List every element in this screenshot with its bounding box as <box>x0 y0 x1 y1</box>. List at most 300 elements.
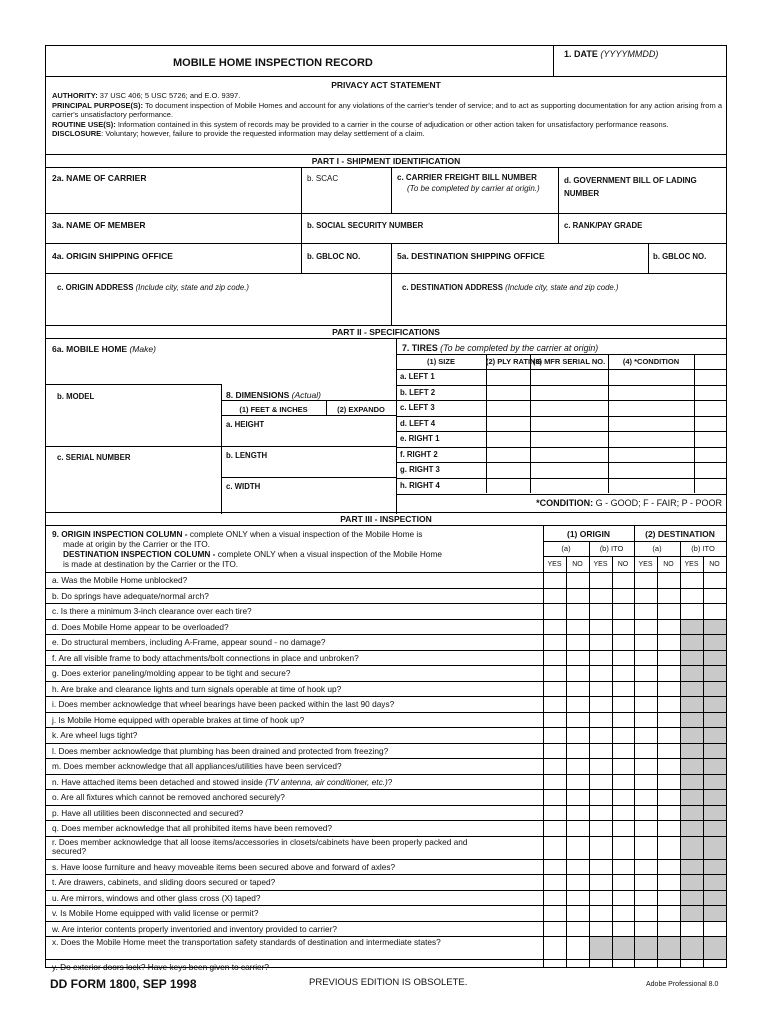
answer-checkbox[interactable] <box>590 635 612 650</box>
answer-checkbox[interactable] <box>635 589 657 604</box>
answer-checkbox[interactable] <box>590 837 612 859</box>
answer-checkbox[interactable] <box>590 759 612 774</box>
answer-checkbox[interactable] <box>613 806 634 821</box>
answer-checkbox[interactable] <box>544 775 566 790</box>
answer-checkbox[interactable] <box>658 790 680 805</box>
question-text: o. Are all fixtures which cannot be removed anchored securely? <box>52 792 285 802</box>
answer-checkbox[interactable] <box>635 837 657 859</box>
answer-checkbox[interactable] <box>544 697 566 712</box>
question-text: e. Do structural members, including A-Frame, appear sound - no damage? <box>52 637 326 647</box>
origin-office-label: 4a. ORIGIN SHIPPING OFFICE <box>52 251 173 261</box>
answer-checkbox[interactable] <box>567 891 589 906</box>
question-text: y. Do exterior doors lock? Have keys been given to carrier? <box>52 962 270 972</box>
answer-checkbox[interactable] <box>613 775 634 790</box>
answer-checkbox[interactable] <box>658 775 680 790</box>
tire-cell[interactable] <box>487 479 529 493</box>
answer-checkbox[interactable] <box>590 922 612 937</box>
part3-heading: PART III - INSPECTION <box>340 514 432 524</box>
answer-checkbox[interactable] <box>681 775 703 790</box>
dimensions-label: 8. DIMENSIONS (Actual) <box>226 390 321 400</box>
answer-checkbox[interactable] <box>681 806 703 821</box>
tire-cell[interactable] <box>487 448 529 462</box>
answer-checkbox[interactable] <box>613 573 634 588</box>
answer-checkbox[interactable] <box>567 860 589 875</box>
tire-row-label: b. LEFT 2 <box>400 387 436 397</box>
answer-checkbox[interactable] <box>613 604 634 619</box>
tire-row-label: d. LEFT 4 <box>400 418 436 428</box>
answer-checkbox[interactable] <box>613 713 634 728</box>
answer-checkbox[interactable] <box>681 875 703 890</box>
answer-checkbox[interactable] <box>635 875 657 890</box>
answer-checkbox[interactable] <box>590 860 612 875</box>
answer-checkbox[interactable] <box>681 960 703 975</box>
part2-heading: PART II - SPECIFICATIONS <box>332 327 440 337</box>
answer-checkbox[interactable] <box>544 806 566 821</box>
dest-a-header: (a) <box>652 544 662 553</box>
answer-checkbox[interactable] <box>544 635 566 650</box>
answer-checkbox[interactable] <box>658 860 680 875</box>
answer-checkbox[interactable] <box>658 806 680 821</box>
answer-checkbox[interactable] <box>658 651 680 666</box>
answer-checkbox[interactable] <box>704 759 726 774</box>
answer-checkbox[interactable] <box>658 906 680 921</box>
tire-cell[interactable] <box>531 401 607 415</box>
answer-checkbox[interactable] <box>590 682 612 697</box>
answer-checkbox[interactable] <box>567 775 589 790</box>
answer-checkbox[interactable] <box>567 790 589 805</box>
answer-checkbox[interactable] <box>544 922 566 937</box>
answer-checkbox[interactable] <box>704 713 726 728</box>
answer-checkbox[interactable] <box>567 589 589 604</box>
tire-cell[interactable] <box>609 463 693 477</box>
answer-checkbox[interactable] <box>613 759 634 774</box>
answer-checkbox[interactable] <box>544 728 566 743</box>
answer-checkbox[interactable] <box>658 922 680 937</box>
answer-checkbox[interactable] <box>658 837 680 859</box>
edition-note: PREVIOUS EDITION IS OBSOLETE. <box>309 977 468 988</box>
question-text: s. Have loose furniture and heavy moveable items been secured above and forward of axles? <box>52 861 396 872</box>
answer-checkbox[interactable] <box>590 651 612 666</box>
tire-cell[interactable] <box>487 401 529 415</box>
answer-checkbox[interactable] <box>704 697 726 712</box>
answer-checkbox[interactable] <box>544 589 566 604</box>
answer-checkbox[interactable] <box>658 960 680 975</box>
privacy-statement: AUTHORITY: 37 USC 406; 5 USC 5726; and E.O. 9397. PRINCIPAL PURPOSE(S): To document inspection of Mobile Homes and account for any violations of the carrier's tender of service; and to act as supporting documentation for any action arising from a carrier's unsatisfactory performance. ROUTINE USE(S): Information contained in this system of records may be provided to a carrier in the course of adjudication or other action taken for unsatisfactory performance reasons. DISCLOSURE: Voluntary; however, failure to provide the requested information may delay settlement of a claim. <box>52 91 722 138</box>
answer-checkbox[interactable] <box>613 666 634 681</box>
answer-checkbox[interactable] <box>681 937 703 959</box>
question-text: r. Does member acknowledge that all loose items/accessories in closets/cabinets have been properly packed and secured? <box>52 836 468 856</box>
answer-checkbox[interactable] <box>704 860 726 875</box>
answer-checkbox[interactable] <box>635 891 657 906</box>
answer-checkbox[interactable] <box>635 960 657 975</box>
answer-checkbox[interactable] <box>704 775 726 790</box>
yes-header: YES <box>638 561 653 568</box>
question-text: w. Are interior contents properly inventoried and inventory provided to carrier? <box>52 923 338 934</box>
tire-cell[interactable] <box>609 401 693 415</box>
tire-cell[interactable] <box>487 463 529 477</box>
answer-checkbox[interactable] <box>567 728 589 743</box>
question-text: f. Are all visible frame to body attachments/bolt connections in place and unbroken? <box>52 652 359 663</box>
answer-checkbox[interactable] <box>635 682 657 697</box>
answer-checkbox[interactable] <box>681 860 703 875</box>
answer-checkbox[interactable] <box>590 790 612 805</box>
yes-header: YES <box>684 561 699 568</box>
tire-cell[interactable] <box>609 432 693 446</box>
answer-checkbox[interactable] <box>635 906 657 921</box>
answer-checkbox[interactable] <box>613 837 634 859</box>
question-text: d. Does Mobile Home appear to be overloaded? <box>52 621 229 632</box>
tire-cell[interactable] <box>609 417 693 431</box>
answer-checkbox[interactable] <box>681 906 703 921</box>
answer-checkbox[interactable] <box>590 573 612 588</box>
answer-checkbox[interactable] <box>613 620 634 635</box>
answer-checkbox[interactable] <box>567 937 589 959</box>
tire-cell[interactable] <box>531 448 607 462</box>
answer-checkbox[interactable] <box>704 728 726 743</box>
answer-checkbox[interactable] <box>544 604 566 619</box>
answer-checkbox[interactable] <box>544 906 566 921</box>
answer-checkbox[interactable] <box>681 728 703 743</box>
question-text: x. Does the Mobile Home meet the transportation safety standards of destination and intermediate states? <box>52 937 441 947</box>
answer-checkbox[interactable] <box>613 589 634 604</box>
answer-checkbox[interactable] <box>567 906 589 921</box>
answer-checkbox[interactable] <box>681 713 703 728</box>
tire-cell[interactable] <box>487 417 529 431</box>
answer-checkbox[interactable] <box>567 821 589 836</box>
length-label: b. LENGTH <box>226 451 268 460</box>
answer-checkbox[interactable] <box>635 821 657 836</box>
answer-checkbox[interactable] <box>567 697 589 712</box>
answer-checkbox[interactable] <box>544 620 566 635</box>
answer-checkbox[interactable] <box>544 713 566 728</box>
answer-checkbox[interactable] <box>681 589 703 604</box>
tire-row-label: e. RIGHT 1 <box>400 434 440 443</box>
answer-checkbox[interactable] <box>613 821 634 836</box>
answer-checkbox[interactable] <box>613 697 634 712</box>
answer-checkbox[interactable] <box>567 682 589 697</box>
answer-checkbox[interactable] <box>590 697 612 712</box>
answer-checkbox[interactable] <box>704 604 726 619</box>
tire-cell[interactable] <box>609 479 693 493</box>
answer-checkbox[interactable] <box>704 821 726 836</box>
answer-checkbox[interactable] <box>567 960 589 975</box>
tire-cell[interactable] <box>487 432 529 446</box>
answer-checkbox[interactable] <box>635 744 657 759</box>
answer-checkbox[interactable] <box>590 906 612 921</box>
serial-label: c. SERIAL NUMBER <box>57 453 131 462</box>
scac-label: b. SCAC <box>307 174 339 183</box>
question-text: k. Are wheel lugs tight? <box>52 730 138 740</box>
question-text: q. Does member acknowledge that all prohibited items have been removed? <box>52 823 332 833</box>
answer-checkbox[interactable] <box>544 651 566 666</box>
tire-cell[interactable] <box>487 370 529 384</box>
answer-checkbox[interactable] <box>590 875 612 890</box>
answer-checkbox[interactable] <box>544 960 566 975</box>
answer-checkbox[interactable] <box>704 651 726 666</box>
answer-checkbox[interactable] <box>613 682 634 697</box>
answer-checkbox[interactable] <box>635 573 657 588</box>
answer-checkbox[interactable] <box>681 837 703 859</box>
question-text: c. Is there a minimum 3-inch clearance over each tire? <box>52 606 252 616</box>
answer-checkbox[interactable] <box>567 635 589 650</box>
dest-address-label: c. DESTINATION ADDRESS (Include city, state and zip code.) <box>402 283 619 292</box>
ssn-label: b. SOCIAL SECURITY NUMBER <box>307 221 424 230</box>
expando-header: (2) EXPANDO <box>337 405 385 414</box>
question-text: u. Are mirrors, windows and other glass cross (X) taped? <box>52 892 261 903</box>
inspection-form <box>45 45 727 972</box>
answer-checkbox[interactable] <box>681 697 703 712</box>
question-text: g. Does exterior paneling/molding appear to be tight and secure? <box>52 668 291 678</box>
answer-checkbox[interactable] <box>544 759 566 774</box>
no-header: NO <box>709 561 720 568</box>
answer-checkbox[interactable] <box>567 713 589 728</box>
feet-inches-header: (1) FEET & INCHES <box>239 405 308 414</box>
tire-row-label: a. LEFT 1 <box>400 372 435 381</box>
answer-checkbox[interactable] <box>635 806 657 821</box>
answer-checkbox[interactable] <box>635 759 657 774</box>
carrier-label: 2a. NAME OF CARRIER <box>52 173 147 183</box>
answer-checkbox[interactable] <box>658 744 680 759</box>
answer-checkbox[interactable] <box>544 875 566 890</box>
answer-checkbox[interactable] <box>590 604 612 619</box>
answer-checkbox[interactable] <box>681 759 703 774</box>
answer-checkbox[interactable] <box>590 620 612 635</box>
yes-header: YES <box>593 561 608 568</box>
answer-checkbox[interactable] <box>590 960 612 975</box>
question-text: l. Does member acknowledge that plumbing has been drained and protected from freezing? <box>52 745 389 756</box>
tire-cell[interactable] <box>609 386 693 400</box>
tire-cell[interactable] <box>531 463 607 477</box>
answer-checkbox[interactable] <box>590 728 612 743</box>
height-label: a. HEIGHT <box>226 420 265 429</box>
tire-cell[interactable] <box>695 417 725 431</box>
question-text: j. Is Mobile Home equipped with operable brakes at time of hook up? <box>52 714 305 725</box>
origin-ito-header: (b) ITO <box>599 544 624 553</box>
answer-checkbox[interactable] <box>590 589 612 604</box>
answer-checkbox[interactable] <box>658 589 680 604</box>
answer-checkbox[interactable] <box>544 837 566 859</box>
answer-checkbox[interactable] <box>704 620 726 635</box>
answer-checkbox[interactable] <box>567 573 589 588</box>
answer-checkbox[interactable] <box>613 744 634 759</box>
answer-checkbox[interactable] <box>544 937 566 959</box>
answer-checkbox[interactable] <box>681 821 703 836</box>
answer-checkbox[interactable] <box>681 891 703 906</box>
answer-checkbox[interactable] <box>704 837 726 859</box>
answer-checkbox[interactable] <box>658 875 680 890</box>
answer-checkbox[interactable] <box>590 806 612 821</box>
answer-checkbox[interactable] <box>544 682 566 697</box>
answer-checkbox[interactable] <box>704 790 726 805</box>
answer-checkbox[interactable] <box>635 666 657 681</box>
answer-checkbox[interactable] <box>658 697 680 712</box>
answer-checkbox[interactable] <box>681 666 703 681</box>
answer-checkbox[interactable] <box>544 790 566 805</box>
answer-checkbox[interactable] <box>544 860 566 875</box>
answer-checkbox[interactable] <box>635 860 657 875</box>
answer-checkbox[interactable] <box>590 713 612 728</box>
answer-checkbox[interactable] <box>658 604 680 619</box>
part1-heading: PART I - SHIPMENT IDENTIFICATION <box>311 156 461 166</box>
answer-checkbox[interactable] <box>613 728 634 743</box>
answer-checkbox[interactable] <box>567 651 589 666</box>
answer-checkbox[interactable] <box>567 837 589 859</box>
answer-checkbox[interactable] <box>681 573 703 588</box>
answer-checkbox[interactable] <box>567 759 589 774</box>
gov-bill-label: d. GOVERNMENT BILL OF LADING NUMBER <box>564 176 697 198</box>
answer-checkbox[interactable] <box>544 573 566 588</box>
answer-checkbox[interactable] <box>704 875 726 890</box>
tire-cell[interactable] <box>695 448 725 462</box>
answer-checkbox[interactable] <box>681 744 703 759</box>
question-text: a. Was the Mobile Home unblocked? <box>52 575 188 585</box>
tire-cell[interactable] <box>531 479 607 493</box>
tire-cell[interactable] <box>531 432 607 446</box>
answer-checkbox[interactable] <box>544 744 566 759</box>
answer-checkbox[interactable] <box>613 960 634 975</box>
date-label: 1. DATE (YYYYMMDD) <box>564 49 659 59</box>
answer-checkbox[interactable] <box>567 806 589 821</box>
answer-checkbox[interactable] <box>681 790 703 805</box>
dest-ito-header: (b) ITO <box>691 544 715 553</box>
answer-checkbox[interactable] <box>590 891 612 906</box>
tire-row-label: g. RIGHT 3 <box>400 465 440 474</box>
answer-checkbox[interactable] <box>544 891 566 906</box>
tire-cell[interactable] <box>695 386 725 400</box>
answer-checkbox[interactable] <box>658 666 680 681</box>
answer-checkbox[interactable] <box>635 635 657 650</box>
answer-checkbox[interactable] <box>704 937 726 959</box>
answer-checkbox[interactable] <box>590 666 612 681</box>
answer-checkbox[interactable] <box>658 937 680 959</box>
answer-checkbox[interactable] <box>658 728 680 743</box>
answer-checkbox[interactable] <box>635 937 657 959</box>
answer-checkbox[interactable] <box>635 697 657 712</box>
answer-checkbox[interactable] <box>613 651 634 666</box>
answer-checkbox[interactable] <box>704 891 726 906</box>
answer-checkbox[interactable] <box>704 573 726 588</box>
answer-checkbox[interactable] <box>590 775 612 790</box>
answer-checkbox[interactable] <box>681 682 703 697</box>
tire-cell[interactable] <box>609 448 693 462</box>
answer-checkbox[interactable] <box>567 666 589 681</box>
answer-checkbox[interactable] <box>544 821 566 836</box>
answer-checkbox[interactable] <box>567 604 589 619</box>
dest-gbloc-label: b. GBLOC NO. <box>653 252 707 261</box>
answer-checkbox[interactable] <box>681 922 703 937</box>
tire-cell[interactable] <box>487 386 529 400</box>
answer-checkbox[interactable] <box>704 682 726 697</box>
condition-legend: *CONDITION: G - GOOD; F - FAIR; P - POOR <box>536 498 722 508</box>
answer-checkbox[interactable] <box>635 713 657 728</box>
answer-checkbox[interactable] <box>681 635 703 650</box>
answer-checkbox[interactable] <box>704 589 726 604</box>
answer-checkbox[interactable] <box>613 906 634 921</box>
answer-checkbox[interactable] <box>613 891 634 906</box>
tire-cell[interactable] <box>531 386 607 400</box>
question-text: m. Does member acknowledge that all appliances/utilities have been serviced? <box>52 761 342 771</box>
tires-label: 7. TIRES (To be completed by the carrier at origin) <box>402 343 599 353</box>
answer-checkbox[interactable] <box>590 744 612 759</box>
answer-checkbox[interactable] <box>704 806 726 821</box>
answer-checkbox[interactable] <box>704 960 726 975</box>
answer-checkbox[interactable] <box>658 573 680 588</box>
answer-checkbox[interactable] <box>613 860 634 875</box>
answer-checkbox[interactable] <box>590 821 612 836</box>
no-header: NO <box>663 561 674 568</box>
answer-checkbox[interactable] <box>658 635 680 650</box>
answer-checkbox[interactable] <box>658 682 680 697</box>
question-text: h. Are brake and clearance lights and turn signals operable at time of hook up? <box>52 683 342 694</box>
answer-checkbox[interactable] <box>658 620 680 635</box>
answer-checkbox[interactable] <box>635 604 657 619</box>
question-text: i. Does member acknowledge that wheel bearings have been packed within the last 90 days? <box>52 699 395 709</box>
answer-checkbox[interactable] <box>658 891 680 906</box>
answer-checkbox[interactable] <box>658 713 680 728</box>
answer-checkbox[interactable] <box>681 620 703 635</box>
answer-checkbox[interactable] <box>613 790 634 805</box>
tire-cell[interactable] <box>695 401 725 415</box>
answer-checkbox[interactable] <box>704 922 726 937</box>
rank-label: c. RANK/PAY GRADE <box>564 221 643 230</box>
answer-checkbox[interactable] <box>704 635 726 650</box>
tire-cell[interactable] <box>531 370 607 384</box>
tire-cell[interactable] <box>695 370 725 384</box>
answer-checkbox[interactable] <box>704 666 726 681</box>
answer-checkbox[interactable] <box>613 635 634 650</box>
answer-checkbox[interactable] <box>567 875 589 890</box>
mobile-home-label: 6a. MOBILE HOME (Make) <box>52 344 156 354</box>
answer-checkbox[interactable] <box>681 604 703 619</box>
answer-checkbox[interactable] <box>635 651 657 666</box>
answer-checkbox[interactable] <box>613 937 634 959</box>
answer-checkbox[interactable] <box>544 666 566 681</box>
answer-checkbox[interactable] <box>658 759 680 774</box>
answer-checkbox[interactable] <box>613 875 634 890</box>
answer-checkbox[interactable] <box>635 790 657 805</box>
answer-checkbox[interactable] <box>704 906 726 921</box>
software-note: Adobe Professional 8.0 <box>646 981 719 988</box>
tire-cell[interactable] <box>695 463 725 477</box>
date-field[interactable] <box>556 60 724 75</box>
tire-cell[interactable] <box>695 479 725 493</box>
origin-address-label: c. ORIGIN ADDRESS (Include city, state and zip code.) <box>57 283 249 292</box>
question-text: v. Is Mobile Home equipped with valid license or permit? <box>52 908 259 918</box>
tire-col-header: (2) PLY RATING <box>486 357 542 366</box>
answer-checkbox[interactable] <box>635 620 657 635</box>
answer-checkbox[interactable] <box>567 620 589 635</box>
answer-checkbox[interactable] <box>590 937 612 959</box>
destination-column-header: (2) DESTINATION <box>645 529 715 539</box>
answer-checkbox[interactable] <box>567 744 589 759</box>
member-label: 3a. NAME OF MEMBER <box>52 220 146 230</box>
form-id: DD FORM 1800, SEP 1998 <box>50 977 197 991</box>
answer-checkbox[interactable] <box>567 922 589 937</box>
tire-cell[interactable] <box>609 370 693 384</box>
origin-a-header: (a) <box>561 544 571 553</box>
answer-checkbox[interactable] <box>635 728 657 743</box>
tire-row-label: h. RIGHT 4 <box>400 480 440 490</box>
answer-checkbox[interactable] <box>613 922 634 937</box>
answer-checkbox[interactable] <box>704 744 726 759</box>
answer-checkbox[interactable] <box>658 821 680 836</box>
tire-cell[interactable] <box>531 417 607 431</box>
answer-checkbox[interactable] <box>681 651 703 666</box>
tire-cell[interactable] <box>695 432 725 446</box>
answer-checkbox[interactable] <box>635 775 657 790</box>
yes-header: YES <box>547 561 562 568</box>
answer-checkbox[interactable] <box>635 922 657 937</box>
